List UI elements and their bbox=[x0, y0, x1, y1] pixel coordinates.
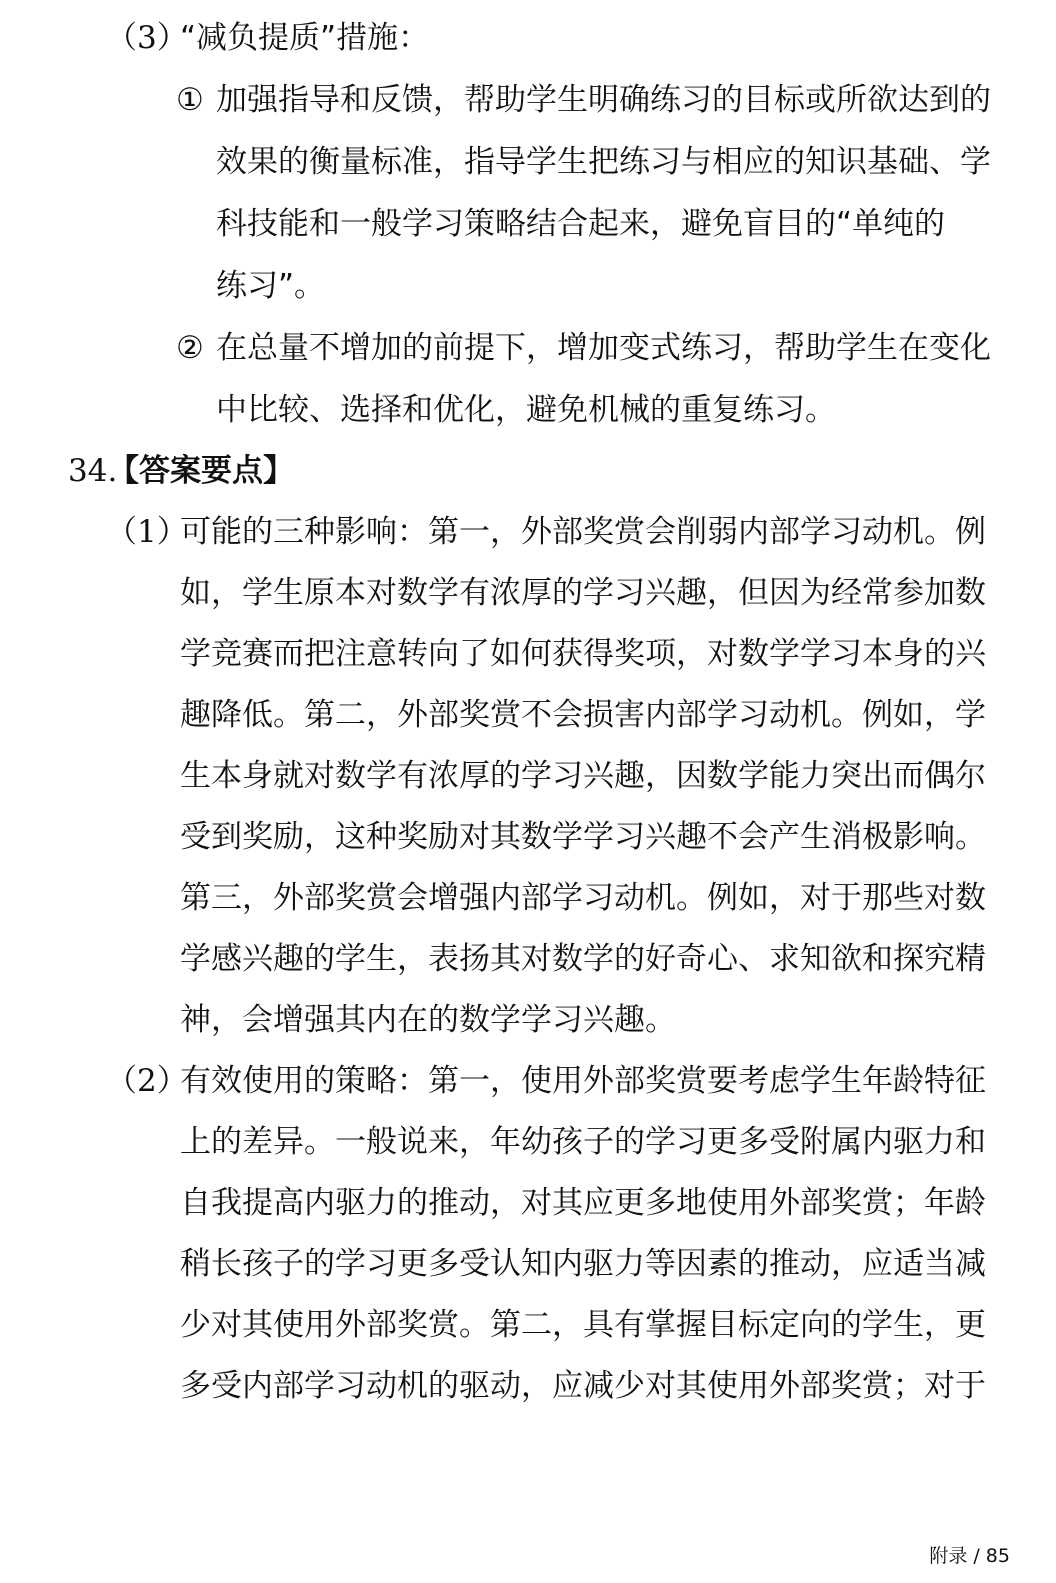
part-1-line-9: 神，会增强其内在的数学学习兴趣。 bbox=[180, 1002, 676, 1038]
item-1-line-1: 加强指导和反馈，帮助学生明确练习的目标或所欲达到的 bbox=[216, 82, 991, 118]
part-1-line-5: 生本身就对数学有浓厚的学习兴趣，因数学能力突出而偶尔 bbox=[180, 758, 986, 794]
part-2-line-3: 自我提高内驱力的推动，对其应更多地使用外部奖赏；年龄 bbox=[180, 1185, 986, 1221]
part-1-line-4: 趣降低。第二，外部奖赏不会损害内部学习动机。例如，学 bbox=[180, 697, 986, 733]
item-1-marker: ① bbox=[176, 82, 204, 118]
item-2-line-1: 在总量不增加的前提下，增加变式练习，帮助学生在变化 bbox=[216, 330, 991, 366]
item-1-line-2: 效果的衡量标准，指导学生把练习与相应的知识基础、学 bbox=[216, 144, 991, 180]
part-1-line-1: 可能的三种影响：第一，外部奖赏会削弱内部学习动机。例 bbox=[180, 514, 986, 550]
question-34-number: 34. bbox=[68, 453, 118, 489]
question-34-title: 【答案要点】 bbox=[108, 453, 294, 489]
part-2-line-5: 少对其使用外部奖赏。第二，具有掌握目标定向的学生，更 bbox=[180, 1307, 986, 1343]
item-2-line-2: 中比较、选择和优化，避免机械的重复练习。 bbox=[216, 392, 836, 428]
part-2-line-6: 多受内部学习动机的驱动，应减少对其使用外部奖赏；对于 bbox=[180, 1368, 986, 1404]
part-1-line-2: 如，学生原本对数学有浓厚的学习兴趣，但因为经常参加数 bbox=[180, 575, 986, 611]
item-1-line-3: 科技能和一般学习策略结合起来，避免盲目的“单纯的 bbox=[216, 206, 946, 242]
section-3-marker: （3） bbox=[106, 20, 188, 56]
part-1-marker: （1） bbox=[106, 514, 188, 550]
part-2-line-2: 上的差异。一般说来，年幼孩子的学习更多受附属内驱力和 bbox=[180, 1124, 986, 1160]
page-footer: 附录 / 85 bbox=[929, 1545, 1010, 1567]
part-2-line-1: 有效使用的策略：第一，使用外部奖赏要考虑学生年龄特征 bbox=[180, 1063, 986, 1099]
section-3-heading: “减负提质”措施： bbox=[180, 20, 430, 56]
part-2-marker: （2） bbox=[106, 1063, 188, 1099]
part-2-line-4: 稍长孩子的学习更多受认知内驱力等因素的推动，应适当减 bbox=[180, 1246, 986, 1282]
part-1-line-8: 学感兴趣的学生，表扬其对数学的好奇心、求知欲和探究精 bbox=[180, 941, 986, 977]
part-1-line-6: 受到奖励，这种奖励对其数学学习兴趣不会产生消极影响。 bbox=[180, 819, 986, 855]
part-1-line-7: 第三，外部奖赏会增强内部学习动机。例如，对于那些对数 bbox=[180, 880, 986, 916]
item-2-marker: ② bbox=[176, 330, 204, 366]
item-1-line-4: 练习”。 bbox=[216, 268, 326, 304]
part-1-line-3: 学竞赛而把注意转向了如何获得奖项，对数学学习本身的兴 bbox=[180, 636, 986, 672]
